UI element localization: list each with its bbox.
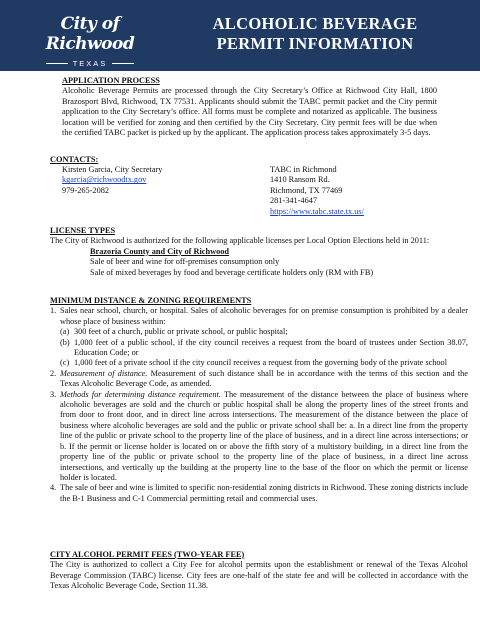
distance-item-1b: (b) 1,000 feet of a public school, if the city council receives a request from the board of trustees under Section 38.07, Education Code; or — [60, 337, 468, 358]
license-section — [50, 226, 462, 278]
contact-tabc-url[interactable]: https://www.tabc.state.tx.us/ — [270, 206, 364, 216]
distance-item-1c: (c) 1,000 feet of a private school if the city council receives a request from the governing body of the private school — [60, 358, 448, 368]
contact-city-email[interactable]: kgarcia@richwoodtx.gov — [62, 175, 147, 185]
distance-item-3: 3. Methods for determining distance requirement. The measurement of the distance between the place of business where alcoholic beverages are sold and the church or public hospital shall be along the property lines of the street fronts and from door to front door, and in direct line across intersections. The measurement of the distance between the place of business where alcoholic beverages are sold and the public or private school shall be: a. In a direct line from the property line of the public or private school to the property line of the place of business, and in a direct line across intersections; or b. If the permit or license holder is located on or above the fifth story of a multistory building, in a direct line from the property line of the public or private school to the property line of the place of business, in a direct line across intersections, and vertically up the building at the property line to the base of the floor on which the permit or license holder is located. — [50, 389, 469, 482]
contact-tabc-address1: 1410 Ransom Rd. — [270, 175, 330, 185]
contact-tabc-address2: Richmond, TX 77469 — [270, 185, 343, 195]
license-intro: The City of Richwood is authorized for the following applicable licenses per Local Option Elections held in 2011: — [50, 236, 430, 246]
logo-texas: TEXAS — [72, 59, 108, 68]
application-heading: APPLICATION PROCESS — [62, 76, 160, 85]
contacts-heading: CONTACTS: — [50, 155, 99, 164]
page-title: ALCOHOLIC BEVERAGE PERMIT INFORMATION — [212, 14, 418, 53]
contact-city — [62, 165, 262, 196]
application-body: Alcoholic Beverage Permits are processed through the City Secretary’s Office at Richwood City Hall, 1800 Brazosport Blvd, Richwood, TX 77531. Applicants should submit the TABC permit packet and the City permit application to the City Secretary’s office. All forms must be complete and notarized as applicable. The business location will be verified for zoning and then certified by the City Secretary. City permit fees will be due when the certified TABC packet is picked up by the applicant. The application process takes approximately 3-5 days. — [62, 86, 437, 138]
logo-script: City of Richwood — [45, 14, 135, 54]
application-section — [62, 76, 437, 138]
distance-heading: MINIMUM DISTANCE & ZONING REQUIREMENTS — [50, 296, 252, 305]
page-header — [0, 0, 480, 71]
contact-tabc — [270, 165, 460, 217]
distance-item-2: 2. Measurement of distance. Measurement of such distance shall be in accordance with the terms of this section and the Texas Alcoholic Beverage Code, as amended. — [50, 368, 468, 389]
distance-item-1: 1. Sales near school, church, or hospital. Sales of alcoholic beverages for on premise consumption is prohibited by a dealer whose place of business within: (a) 300 feet of a church, public or private school, or public hospital; (b) 1,000 feet of a public school, if the city council receives a request from the board of trustees under Section 38.07, Education Code; or (c) 1,000 feet of a private school if the city council receives a request from the governing body of the private school — [50, 306, 468, 368]
fees-heading: CITY ALCOHOL PERMIT FEES (TWO-YEAR FEE) — [50, 550, 245, 559]
city-logo — [30, 6, 150, 68]
contact-city-phone: 979-265-2082 — [62, 185, 110, 195]
logo-rule-left — [46, 63, 68, 64]
license-heading: LICENSE TYPES — [50, 226, 116, 235]
contact-tabc-phone: 281-341-4647 — [270, 196, 318, 206]
license-item-2: Sale of mixed beverages by food and beverage certificate holders only (RM with FB) — [90, 267, 374, 277]
distance-section — [50, 296, 468, 504]
contact-tabc-name: TABC in Richmond — [270, 165, 337, 174]
license-subheading: Brazoria County and City of Richwood — [90, 246, 229, 256]
logo-rule-right — [112, 63, 134, 64]
license-item-1: Sale of beer and wine for off-premises consumption only — [90, 257, 280, 267]
fees-body: The City is authorized to collect a City Fee for alcohol permits upon the establishment or renewal of the Texas Alcohol Beverage Commission (TABC) license. City fees are one-half of the state fee and will be collected in accordance with the Texas Alcoholic Beverage Code, Section 11.38. — [50, 560, 468, 591]
fees-section — [50, 550, 468, 592]
distance-item-1a: (a) 300 feet of a church, public or private school, or public hospital; — [60, 327, 288, 337]
contact-city-name: Kirsten Garcia, City Secretary — [62, 165, 163, 174]
distance-item-4: 4. The sale of beer and wine is limited to specific non-residential zoning districts in Richwood. These zoning districts include the B-1 Business and C-1 Commercial permitting retail and commercial uses. — [50, 483, 468, 503]
